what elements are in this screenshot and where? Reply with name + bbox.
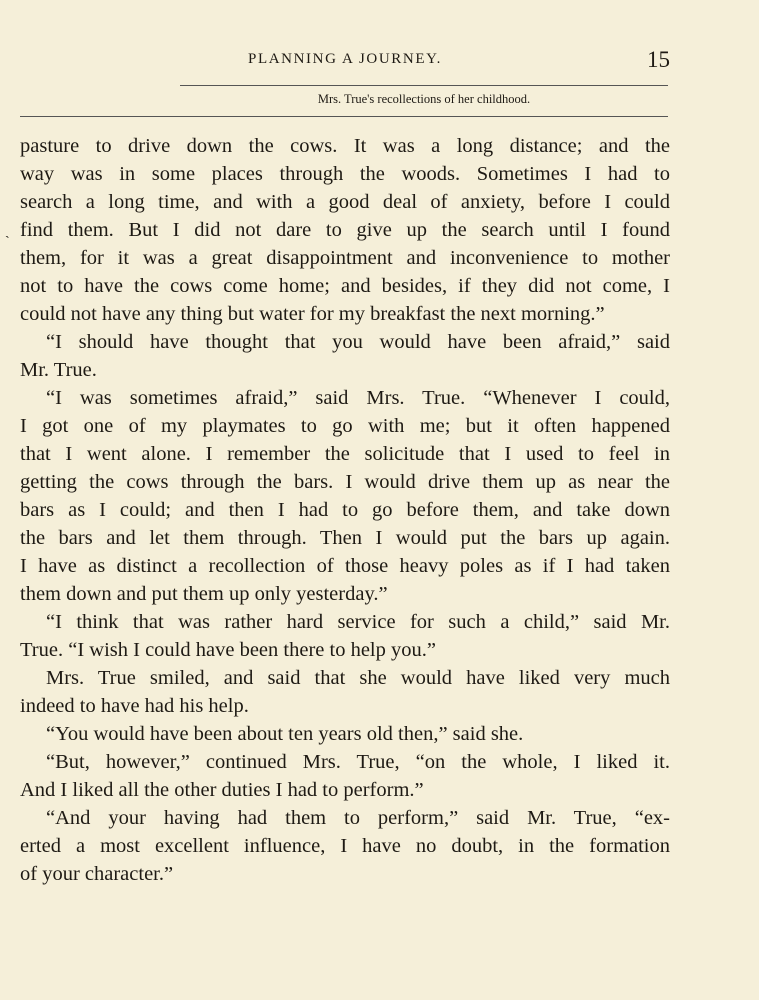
headnote-rule-top: [180, 85, 668, 86]
text-line: getting the cows through the bars. I would drive them up as near the: [20, 471, 670, 493]
text-line: them, for it was a great disappointment and inconvenience to mother: [20, 247, 670, 269]
text-line: I have as distinct a recollection of those heavy poles as if I had taken: [20, 555, 670, 577]
text-line: “You would have been about ten years old then,” said she.: [46, 723, 524, 745]
running-head: [20, 48, 670, 72]
text-line: Mrs. True smiled, and said that she would have liked very much: [46, 667, 670, 689]
text-line: not to have the cows come home; and besides, if they did not come, I: [20, 275, 670, 297]
text-line: of your character.”: [20, 863, 174, 885]
text-line: And I liked all the other duties I had to perform.”: [20, 779, 424, 801]
text-line: find them. But I did not dare to give up the search until I found: [20, 219, 670, 241]
running-title: PLANNING A JOURNEY.: [248, 51, 442, 67]
body-text: [20, 132, 670, 888]
headnote: Mrs. True's recollections of her childhood.: [317, 92, 531, 106]
text-line: pasture to drive down the cows. It was a long distance; and the: [20, 135, 670, 157]
text-line: erted a most excellent influence, I have no doubt, in the formation: [20, 835, 670, 857]
text-line: “I was sometimes afraid,” said Mrs. True. “Whenever I could,: [46, 387, 670, 409]
text-line: “I should have thought that you would have been afraid,” said: [46, 331, 670, 353]
text-line: True. “I wish I could have been there to help you.”: [20, 639, 436, 661]
text-line: “I think that was rather hard service for such a child,” said Mr.: [46, 611, 670, 633]
margin-mark: ˏ: [5, 224, 10, 239]
text-line: indeed to have had his help.: [20, 695, 249, 717]
text-line: way was in some places through the woods. Sometimes I had to: [20, 163, 670, 185]
page-number: 15: [647, 47, 670, 72]
text-line: the bars and let them through. Then I would put the bars up again.: [20, 527, 670, 549]
text-line: them down and put them up only yesterday.”: [20, 583, 388, 605]
headnote-rule-bottom: [20, 116, 668, 117]
text-line: Mr. True.: [20, 359, 97, 381]
text-line: that I went alone. I remember the solicitude that I used to feel in: [20, 443, 670, 465]
text-line: I got one of my playmates to go with me; but it often happened: [20, 415, 670, 437]
text-line: search a long time, and with a good deal of anxiety, before I could: [20, 191, 670, 213]
text-line: could not have any thing but water for my breakfast the next morning.”: [20, 303, 605, 325]
text-line: bars as I could; and then I had to go before them, and take down: [20, 499, 670, 521]
text-line: “And your having had them to perform,” said Mr. True, “ex-: [46, 807, 670, 829]
text-line: “But, however,” continued Mrs. True, “on the whole, I liked it.: [46, 751, 670, 773]
